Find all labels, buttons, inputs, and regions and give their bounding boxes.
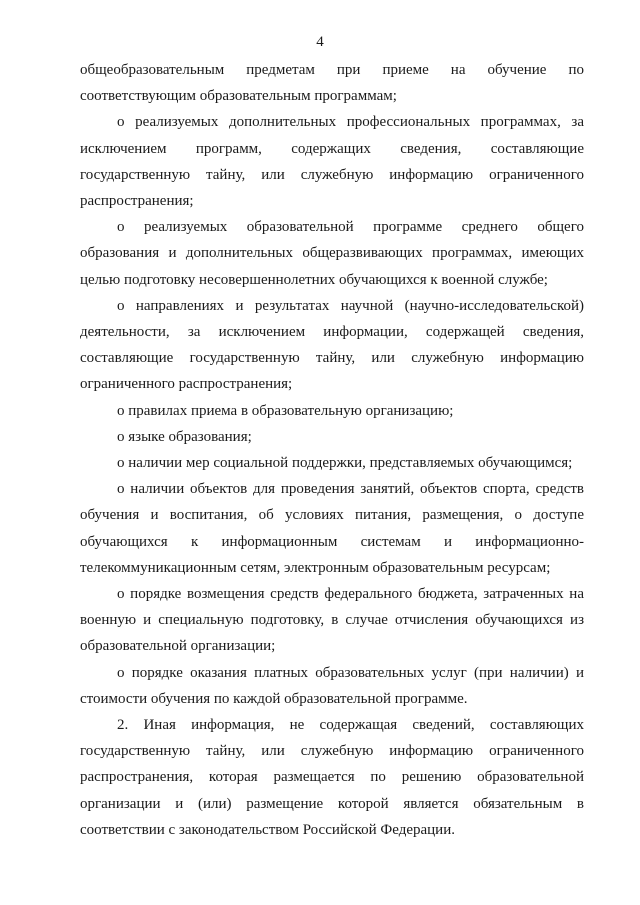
paragraph-secondary-education: о реализуемых образовательной программе среднего общего образования и дополнительных общеразвивающих программах, имеющих целью подготовку несовершеннолетних обучающихся к военной службе; [80,219,584,288]
page-body [80,57,584,843]
paragraph-other-information: 2. Иная информация, не содержащая сведений, составляющих государственную тайну, или служебную информацию ограниченного распространения, которая размещается по решению образовательной организации и (или) размещение которой является обязательным в соответствии с законодательством Российской Федерации. [80,717,584,838]
paragraph-admission-rules: о правилах приема в образовательную организацию; [117,402,454,419]
paragraph-additional-programs: о реализуемых дополнительных профессиональных программах, за исключением программ, содержащих сведения, составляющие государственную тайну, или служебную информацию ограниченного распространения; [80,114,584,210]
paragraph-budget-reimbursement: о порядке возмещения средств федерального бюджета, затраченных на военную и специальную подготовку, в случае отчисления обучающихся из образовательной организации; [80,586,584,655]
paragraph-continuation: общеобразовательным предметам при приеме на обучение по соответствующим образовательным программам; [80,62,584,105]
paragraph-social-support: о наличии мер социальной поддержки, представляемых обучающимся; [117,455,573,472]
paragraph-paid-services: о порядке оказания платных образовательных услуг (при наличии) и стоимости обучения по каждой образовательной программе. [80,664,584,707]
paragraph-research: о направлениях и результатах научной (научно-исследовательской) деятельности, за исключением информации, содержащей сведения, составляющие государственную тайну, или служебную информацию ограниченного распространения; [80,297,584,393]
paragraph-facilities: о наличии объектов для проведения занятий, объектов спорта, средств обучения и воспитания, об условиях питания, размещения, о доступе обучающихся к информационным системам и информационно-телекоммуникационным сетям, электронным образовательным ресурсам; [80,481,584,576]
paragraph-language: о языке образования; [117,428,252,445]
page-number: 4 [316,34,324,50]
